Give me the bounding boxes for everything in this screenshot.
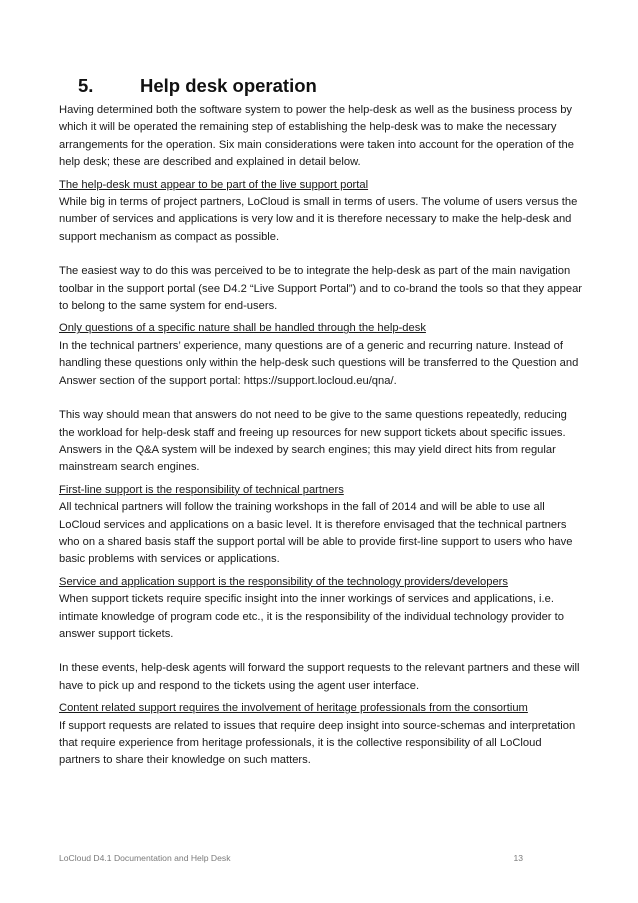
section-title: Help desk operation bbox=[140, 75, 317, 96]
consideration-heading: Content related support requires the involvement of heritage professionals from the consortium bbox=[59, 702, 528, 715]
footer-page-number: 13 bbox=[513, 853, 523, 863]
consideration-paragraph: All technical partners will follow the training workshops in the fall of 2014 and will be able to use all LoCloud services and applications on a basic level. It is therefore envisaged that the technical partners who on a shared basis staff the support portal will be able to provide first-line support to users who have basic problems with services or applications. bbox=[59, 501, 573, 566]
consideration-paragraph: While big in terms of project partners, LoCloud is small in terms of users. The volume of users versus the number of services and applications is very low and it is therefore necessary to make the help-desk and support mechanism as compact as possible. bbox=[59, 196, 578, 243]
consideration-paragraph: When support tickets require specific insight into the inner workings of services and applications, i.e. intimate knowledge of program code etc., it is the responsibility of the individual technology provider to answer support tickets. bbox=[59, 593, 564, 640]
consideration-paragraph: The easiest way to do this was perceived to be to integrate the help-desk as part of the main navigation toolbar in the support portal (see D4.2 “Live Support Portal”) and to co-brand the tools so that they appear to belong to the same system for end-users. bbox=[59, 265, 583, 313]
consideration-paragraph: If support requests are related to issues that require deep insight into source-schemas and interpretation that require experience from heritage professionals, it is the collective responsibility of all LoCloud partners to share their knowledge on such matters. bbox=[59, 719, 576, 767]
consideration-paragraph: In the technical partners’ experience, many questions are of a generic and recurring nature. Instead of handling these questions only within the help-desk such questions will be transferred to the Question and Answer section of the support portal: https://support.locloud.eu/qna/. bbox=[59, 339, 579, 387]
page-footer bbox=[59, 852, 523, 864]
paragraph-gap bbox=[59, 246, 583, 263]
consideration-heading: The help-desk must appear to be part of the live support portal bbox=[59, 178, 369, 191]
consideration-heading: Service and application support is the responsibility of the technology providers/developers bbox=[59, 575, 509, 588]
consideration-paragraph: This way should mean that answers do not need to be give to the same questions repeatedly, reducing the workload for help-desk staff and freeing up resources for new support tickets about specific issues. Answers in the Q&A system will be indexed by search engines; this may yield direct hits from regular mainstream search engines. bbox=[59, 409, 567, 474]
intro-paragraph: Having determined both the software system to power the help-desk as well as the business process by which it will be operated the remaining step of establishing the help-desk was to make the necessary arrangements for the operation. Six main considerations were taken into account for the operation of the help desk; these are described and explained in detail below. bbox=[59, 104, 574, 169]
document-page bbox=[59, 74, 583, 770]
section-number: 5. bbox=[78, 75, 94, 96]
section-heading bbox=[59, 74, 583, 98]
footer-doc-title: LoCloud D4.1 Documentation and Help Desk bbox=[59, 853, 231, 863]
consideration-heading: Only questions of a specific nature shall be handled through the help-desk bbox=[59, 322, 426, 335]
consideration-paragraph: In these events, help-desk agents will forward the support requests to the relevant partners and these will have to pick up and respond to the tickets using the agent user interface. bbox=[59, 662, 580, 692]
paragraph-gap bbox=[59, 390, 583, 407]
paragraph-gap bbox=[59, 643, 583, 660]
consideration-heading: First-line support is the responsibility of technical partners bbox=[59, 483, 344, 496]
